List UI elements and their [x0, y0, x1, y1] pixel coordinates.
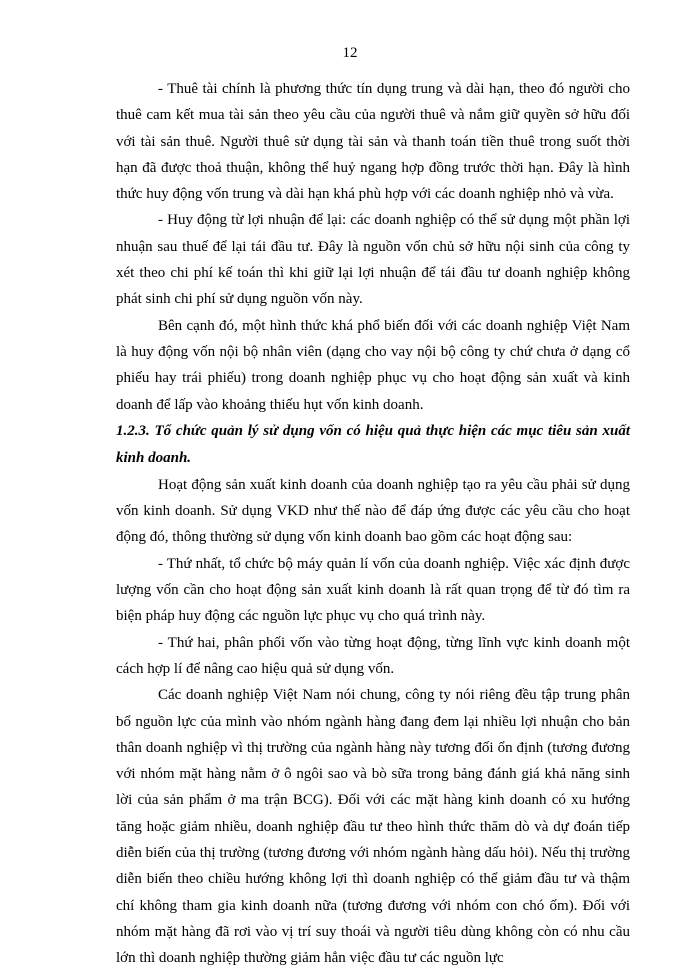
paragraph-second-point: - Thứ hai, phân phối vốn vào từng hoạt động, từng lĩnh vực kinh doanh một cách hợp lí để nâng cao hiệu quả sử dụng vốn.	[116, 634, 630, 677]
document-body	[116, 76, 630, 972]
paragraph-finance-lease: - Thuê tài chính là phương thức tín dụng trung và dài hạn, theo đó người cho thuê cam kết mua tài sản theo yêu cầu của người thuê và nắm giữ quyền sở hữu đối với tài sản thuê. Người thuê sử dụng tài sản và thanh toán tiền thuê trong suốt thời hạn đã được thoả thuận, không thể huỷ ngang hợp đồng trước thời hạn. Đây là hình thức huy động vốn trung và dài hạn khá phù hợp với các doanh nghiệp nhỏ và vừa.	[116, 81, 630, 203]
section-heading-1-2-3: 1.2.3. Tổ chức quản lý sử dụng vốn có hiệu quả thực hiện các mục tiêu sản xuất kinh doanh.	[116, 422, 630, 466]
paragraph-bcg-allocation: Các doanh nghiệp Việt Nam nói chung, công ty nói riêng đều tập trung phân bổ nguồn lực của mình vào nhóm ngành hàng đang đem lại nhiều lợi nhuận cho bản thân doanh nghiệp vì thị trường của ngành hàng này tương đối ổn định (tương đương với nhóm mặt hàng nằm ở ô ngôi sao và bò sữa trong bảng đánh giá khả năng sinh lời của sản phẩm ở ma trận BCG). Đối với các mặt hàng kinh doanh có xu hướng tăng hoặc giảm nhiều, doanh nghiệp đầu tư theo hình thức thăm dò và dự đoán tiếp diễn biến của thị trường (tương đương với nhóm ngành hàng dấu hỏi). Nếu thị trường diễn biến theo chiều hướng không lợi thì doanh nghiệp có thể giảm đầu tư và thậm chí không tham gia kinh doanh nữa (tương đương với nhóm con chó ốm). Đối với nhóm mặt hàng đã rơi vào vị trí suy thoái và người tiêu dùng không còn có nhu cầu lớn thì doanh nghiệp thường giảm hẳn việc đầu tư các nguồn lực	[116, 687, 630, 967]
page-number: 12	[342, 45, 358, 61]
paragraph-capital-use-intro: Hoạt động sản xuất kinh doanh của doanh nghiệp tạo ra yêu cầu phải sử dụng vốn kinh doanh. Sử dụng VKD như thế nào để đáp ứng được các yêu cầu cho hoạt động đó, thông thường sử dụng vốn kinh doanh bao gồm các hoạt động sau:	[116, 476, 630, 546]
paragraph-first-point: - Thứ nhất, tổ chức bộ máy quản lí vốn của doanh nghiệp. Việc xác định được lượng vốn cần cho hoạt động sản xuất kinh doanh là rất quan trọng để từ đó tìm ra biện pháp huy động các nguồn lực phục vụ cho quá trình này.	[116, 555, 630, 625]
paragraph-retained-earnings: - Huy động từ lợi nhuận để lại: các doanh nghiệp có thể sử dụng một phần lợi nhuận sau thuế để lại tái đầu tư. Đây là nguồn vốn chủ sở hữu nội sinh của công ty xét theo chi phí kế toán thì khi giữ lại lợi nhuận để tái đầu tư doanh nghiệp không phát sinh chi phí sử dụng nguồn vốn này.	[116, 212, 630, 308]
paragraph-internal-capital: Bên cạnh đó, một hình thức khá phổ biến đối với các doanh nghiệp Việt Nam là huy động vốn nội bộ nhân viên (dạng cho vay nội bộ công ty chứ chưa ở dạng cổ phiếu hay trái phiếu) trong doanh nghiệp phục vụ cho hoạt động sản xuất và kinh doanh để lấp vào khoảng thiếu hụt vốn kinh doanh.	[116, 317, 630, 413]
